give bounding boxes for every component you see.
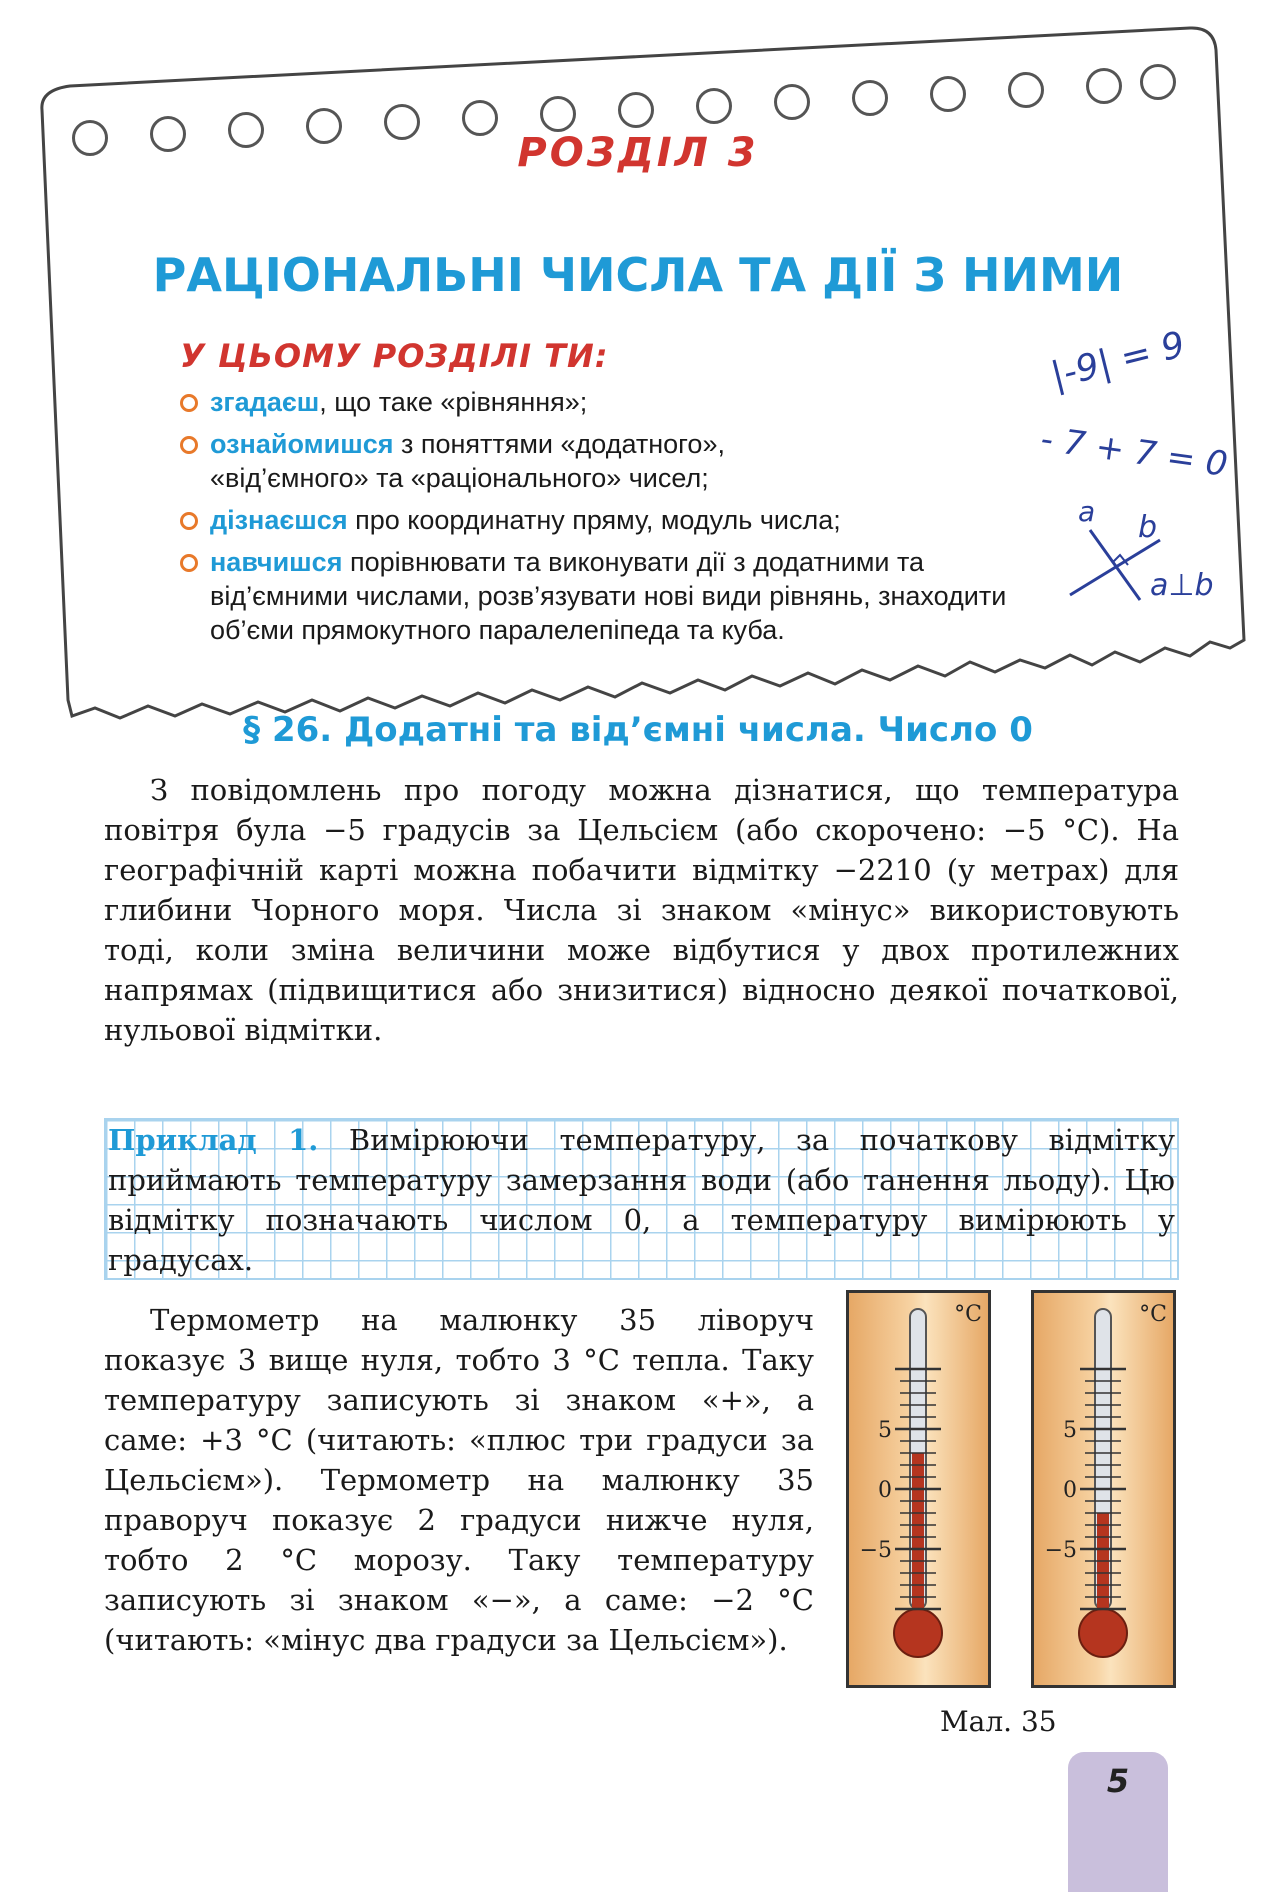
goals-list [180, 385, 1040, 655]
binder-ring [1086, 68, 1122, 104]
bullet-icon [180, 436, 198, 454]
thermometer-svg [1034, 1293, 1173, 1685]
page-number: 5 [1106, 1762, 1130, 1800]
tick-label: 0 [1063, 1478, 1077, 1503]
example-label: Приклад 1. [108, 1123, 319, 1157]
goal-item: згадаєш, що таке «рівняння»; [180, 385, 1040, 419]
thermometer-bulb [894, 1609, 942, 1657]
thermometer-text: Термометр на малюнку 35 ліворуч показує 3 вище нуля, тобто 3 °С тепла. Таку температуру записують зі знаком «+», а саме: +3 °С (читають: «плюс три градуси за Цельсієм»). Термометр на малюнку 35 праворуч показує 2 градуси нижче нуля, тобто 2 °С морозу. Таку температуру записують зі знаком «−», а саме: −2 °С (читають: «мінус два градуси за Цельсієм»). [104, 1303, 814, 1657]
chapter-title: РАЦІОНАЛЬНІ ЧИСЛА ТА ДІЇ З НИМИ [152, 248, 1124, 302]
bullet-icon [180, 512, 198, 530]
example-box [104, 1118, 1179, 1280]
binder-ring [1008, 72, 1044, 108]
tick-label: 5 [878, 1418, 892, 1443]
binder-ring [852, 80, 888, 116]
binder-ring [696, 88, 732, 124]
unit-label: °С [1139, 1302, 1167, 1327]
unit-label: °С [954, 1302, 982, 1327]
binder-ring [774, 84, 810, 120]
binder-ring [930, 76, 966, 112]
handwritten-abs: |-9| = 9 [1047, 324, 1190, 397]
mercury-column [1097, 1513, 1109, 1623]
bullet-icon [180, 554, 198, 572]
binder-ring [1140, 64, 1176, 100]
handwritten-a: a [1078, 495, 1096, 528]
thermometer-left [846, 1290, 991, 1688]
goal-item: дізнаєшся про координатну пряму, модуль числа; [180, 503, 1040, 537]
paragraph-text: З повідомлень про погоду можна дізнатися, що температура повітря була −5 градусів за Цельсієм (або скорочено: −5 °С). На географічній карті можна побачити відмітку −2210 (у метрах) для глибини Чорного моря. Числа зі знаком «мінус» використовують тоді, коли зміна величини може відбутися у двох протилежних напрямах (підвищитися або знизитися) відносно деякої початкової, нульової відмітки. [104, 773, 1179, 1047]
chapter-intro: У ЦЬОМУ РОЗДІЛІ ТИ: [180, 337, 609, 375]
paragraph-title: § 26. Додатні та від’ємні числа. Число 0 [243, 710, 1033, 750]
handwritten-perp: a⊥b [1150, 568, 1214, 603]
binder-ring [540, 96, 576, 132]
goal-item: ознайомишся з поняттями «додатного», «від’ємного» та «раціонального» чисел; [180, 427, 850, 495]
handwritten-sum: - 7 + 7 = 0 [1038, 419, 1231, 485]
tick-label: 0 [878, 1478, 892, 1503]
example-text: Приклад 1. Вимірюючи температуру, за початкову відмітку приймають температуру замерзання води (або танення льоду). Цю відмітку позначають числом 0, а температуру вимірюють у градусах. [108, 1123, 1176, 1277]
binder-ring [618, 92, 654, 128]
section-label: РОЗДІЛ 3 [517, 130, 759, 176]
thermometer-bulb [1079, 1609, 1127, 1657]
tick-label: 5 [1063, 1418, 1077, 1443]
tick-label: −5 [859, 1538, 892, 1563]
handwritten-b: b [1138, 510, 1158, 545]
thermometer-svg [849, 1293, 988, 1685]
figure-caption: Мал. 35 [940, 1705, 1057, 1738]
thermometer-right [1031, 1290, 1176, 1688]
goal-item: навчишся порівнювати та виконувати дії з додатними та від’ємними числами, розв’язувати нові види рівнянь, знаходити об’єми прямокутного паралелепіпеда та куба. [180, 545, 1050, 647]
bullet-icon [180, 394, 198, 412]
tick-label: −5 [1044, 1538, 1077, 1563]
